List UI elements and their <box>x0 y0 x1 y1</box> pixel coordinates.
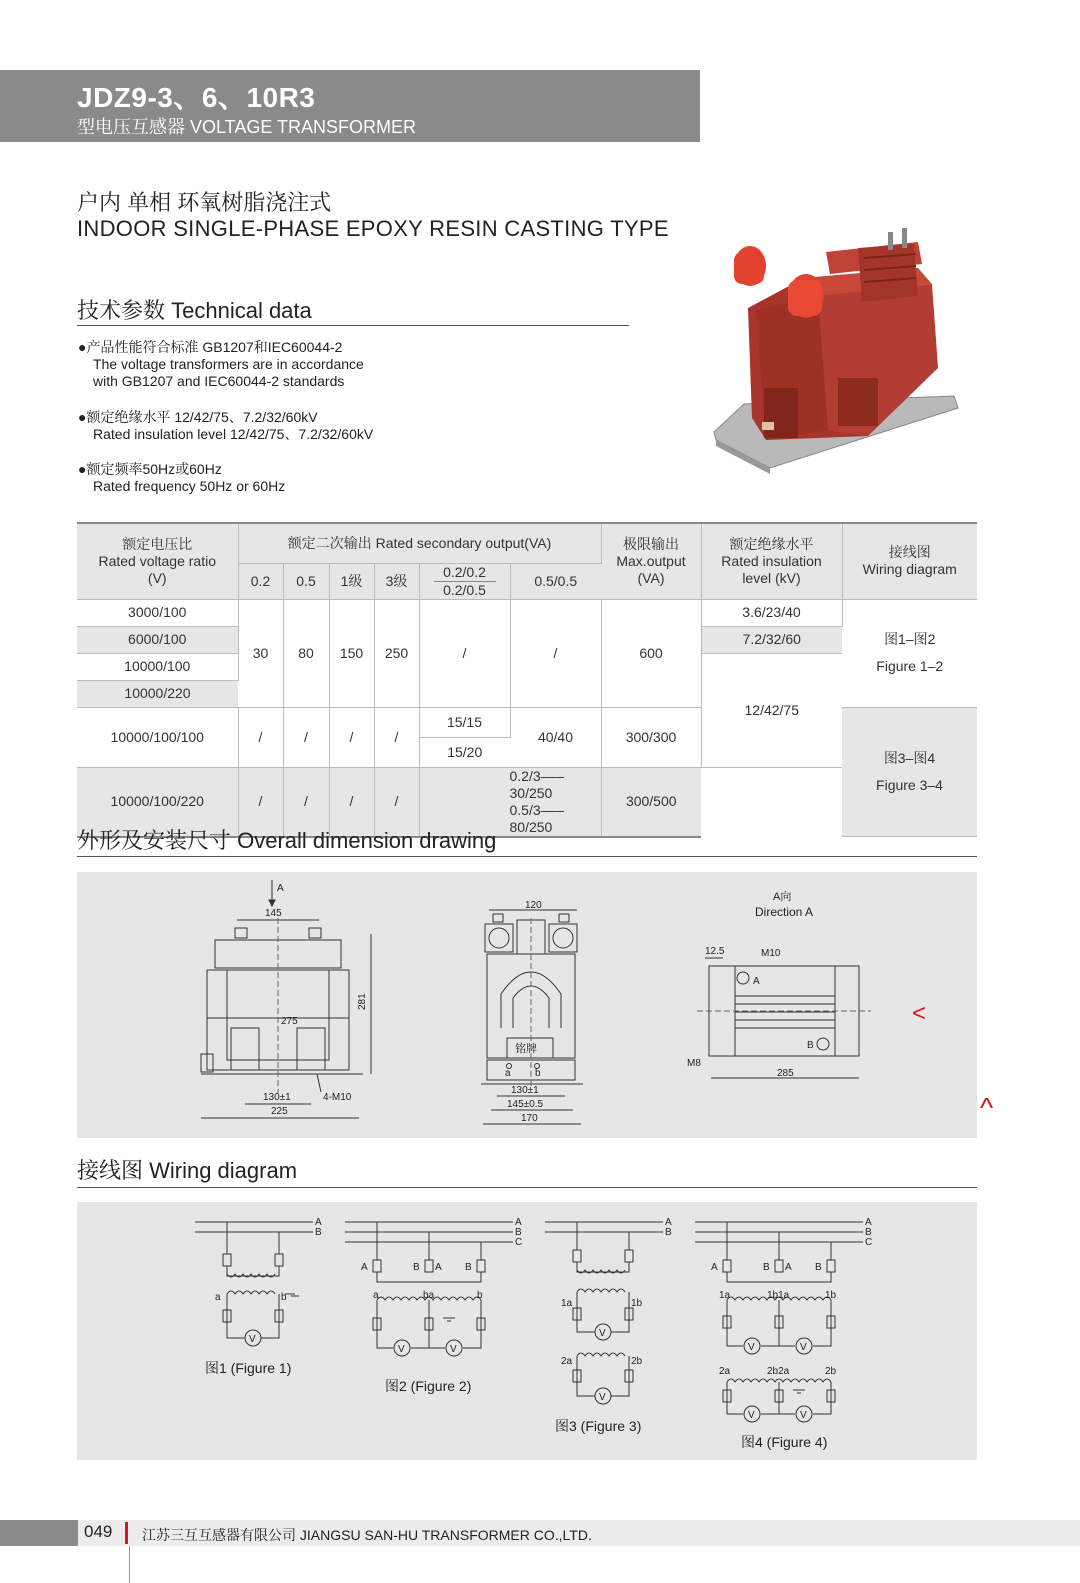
svg-text:A: A <box>711 1262 718 1273</box>
svg-text:B: B <box>515 1227 522 1238</box>
svg-text:A: A <box>753 976 760 987</box>
svg-text:ba: ba <box>423 1290 435 1301</box>
svg-text:A: A <box>315 1217 322 1228</box>
overall-dimension-rule <box>77 856 977 857</box>
bullet-frequency: ●额定频率50Hz或60Hz Rated frequency 50Hz or 60Hz <box>78 461 286 494</box>
svg-text:1a: 1a <box>561 1298 573 1309</box>
page-number: 049 <box>84 1522 113 1541</box>
technical-data-table: 额定电压比 Rated voltage ratio (V) 额定二次输出 Rated secondary output(VA) 极限输出 Max.output (VA) 额定绝缘水平 Rated insulation level (kV) 接线图 Wiring diagram 0.2 0.5 1级 3级 0.2/0.2 0.2/0.5 0.5/0.5 3000/100 30 80 150 250 / / 600 3.6/23/40 图1–图2 Figure 1–2 6000/100 7.2/32/60 10000/100 12/42/75 10000/220 10000/100/100 / / / / 15/15 40/40 300/300 图3–图4 Figure 3–4 15/20 10000/100/220 / / / / 0.2/3–––30/250 0.5/3–––80/250 300/500 <box>77 522 977 838</box>
header-insulation-level: 额定绝缘水平 Rated insulation level (kV) <box>701 523 842 599</box>
svg-text:b: b <box>535 1068 541 1079</box>
svg-text:C: C <box>865 1237 873 1248</box>
svg-text:145±0.5: 145±0.5 <box>507 1099 544 1110</box>
type-title-en: INDOOR SINGLE-PHASE EPOXY RESIN CASTING TYPE <box>77 216 669 241</box>
overall-dimension-title: 外形及安装尺寸 Overall dimension drawing <box>77 828 497 853</box>
svg-text:a: a <box>215 1292 221 1303</box>
svg-text:2b: 2b <box>631 1356 643 1367</box>
wiring-diagram-title: 接线图 Wiring diagram <box>77 1158 298 1183</box>
table-row: 10000/100/220 <box>77 767 238 837</box>
model-subtitle: 型电压互感器 VOLTAGE TRANSFORMER <box>77 117 417 137</box>
svg-text:1b: 1b <box>825 1290 837 1301</box>
svg-text:2b: 2b <box>825 1366 837 1377</box>
svg-text:V: V <box>748 1342 755 1353</box>
svg-text:2a: 2a <box>561 1356 573 1367</box>
svg-text:225: 225 <box>271 1106 288 1117</box>
wiring-diagram-rule <box>77 1187 977 1188</box>
svg-text:a: a <box>373 1290 379 1301</box>
wiring-figure-3 <box>545 1214 685 1414</box>
svg-text:b: b <box>477 1290 483 1301</box>
svg-text:1b1a: 1b1a <box>767 1290 790 1301</box>
svg-text:285: 285 <box>777 1068 794 1079</box>
table-row: 10000/100/100 <box>77 707 238 767</box>
svg-text:2a: 2a <box>719 1366 731 1377</box>
nav-left-arrow[interactable]: < <box>912 1000 927 1027</box>
svg-text:B: B <box>465 1262 472 1273</box>
company-name: 江苏三互互感器有限公司 JIANGSU SAN-HU TRANSFORMER CO.,LTD. <box>142 1527 592 1543</box>
svg-text:a: a <box>505 1068 511 1079</box>
svg-text:B: B <box>413 1262 420 1273</box>
svg-text:V: V <box>450 1344 457 1355</box>
svg-text:170: 170 <box>521 1113 538 1124</box>
footer-accent-block <box>0 1520 78 1546</box>
svg-text:B: B <box>315 1227 322 1238</box>
bullet-standard: ●产品性能符合标准 GB1207和IEC60044-2 The voltage transformers are in accordance with GB1207 and IEC60044-2 standards <box>78 339 364 389</box>
bullet-insulation: ●额定绝缘水平 12/42/75、7.2/32/60kV Rated insulation level 12/42/75、7.2/32/60kV <box>78 409 374 442</box>
svg-text:C: C <box>515 1237 523 1248</box>
footer-grey-line <box>129 1546 130 1583</box>
svg-text:M10: M10 <box>761 948 781 959</box>
dimension-panel <box>77 872 977 1138</box>
svg-text:A: A <box>435 1262 442 1273</box>
header-voltage-ratio: 额定电压比 Rated voltage ratio (V) <box>77 523 238 599</box>
svg-text:V: V <box>599 1392 606 1403</box>
wiring-figure-2 <box>345 1214 531 1374</box>
caption-figure-1: 图1 (Figure 1) <box>205 1360 292 1376</box>
table-row: 6000/100 <box>77 626 238 653</box>
svg-text:130±1: 130±1 <box>263 1092 291 1103</box>
wiring-figure-4 <box>695 1214 881 1430</box>
svg-text:A: A <box>515 1217 522 1228</box>
svg-text:A向: A向 <box>773 891 792 903</box>
svg-text:V: V <box>249 1334 256 1345</box>
svg-text:Direction A: Direction A <box>755 905 814 919</box>
svg-text:281: 281 <box>357 993 368 1010</box>
wiring-ref-3-4: 图3–图4 Figure 3–4 <box>842 707 977 837</box>
wiring-panel <box>77 1202 977 1460</box>
svg-text:1b: 1b <box>631 1298 643 1309</box>
svg-text:275: 275 <box>281 1016 298 1027</box>
svg-text:145: 145 <box>265 908 282 919</box>
type-title-cn: 户内 单相 环氧树脂浇注式 <box>77 190 332 215</box>
wiring-figure-1 <box>195 1214 335 1364</box>
technical-data-title: 技术参数 Technical data <box>77 298 312 323</box>
svg-text:B: B <box>865 1227 872 1238</box>
svg-text:A: A <box>277 883 284 894</box>
caption-figure-2: 图2 (Figure 2) <box>385 1378 472 1394</box>
table-row: 10000/100 <box>77 653 238 680</box>
svg-text:A: A <box>785 1262 792 1273</box>
svg-text:b: b <box>281 1292 287 1303</box>
model-title: JDZ9-3、6、10R3 <box>77 82 316 113</box>
header-dual-class: 0.2/0.2 0.2/0.5 <box>419 563 510 599</box>
top-view-drawing <box>677 886 877 1086</box>
header-max-output: 极限输出 Max.output (VA) <box>601 523 701 599</box>
svg-text:V: V <box>599 1328 606 1339</box>
svg-text:A: A <box>865 1217 872 1228</box>
svg-text:B: B <box>665 1227 672 1238</box>
caption-figure-4: 图4 (Figure 4) <box>741 1434 828 1450</box>
technical-data-rule <box>77 325 629 326</box>
svg-text:120: 120 <box>525 900 542 911</box>
svg-text:V: V <box>398 1344 405 1355</box>
svg-text:12.5: 12.5 <box>705 946 725 957</box>
svg-text:2b2a: 2b2a <box>767 1366 790 1377</box>
svg-text:M8: M8 <box>687 1058 701 1069</box>
svg-text:铭牌: 铭牌 <box>515 1043 537 1055</box>
svg-text:B: B <box>807 1040 814 1051</box>
table-row: 10000/220 <box>77 680 238 707</box>
side-view-drawing <box>477 898 597 1128</box>
table-row: 3000/100 <box>77 599 238 626</box>
svg-text:V: V <box>800 1410 807 1421</box>
nav-up-arrow[interactable]: ^ <box>980 1092 994 1123</box>
front-view-drawing <box>197 878 397 1128</box>
caption-figure-3: 图3 (Figure 3) <box>555 1418 642 1434</box>
product-photo <box>708 218 970 480</box>
header-secondary-output: 额定二次输出 Rated secondary output(VA) <box>238 523 601 563</box>
wiring-ref-1-2: 图1–图2 Figure 1–2 <box>842 599 977 707</box>
header-wiring-diagram: 接线图 Wiring diagram <box>842 523 977 599</box>
svg-text:A: A <box>361 1262 368 1273</box>
svg-text:4-M10: 4-M10 <box>323 1092 352 1103</box>
svg-text:B: B <box>815 1262 822 1273</box>
svg-text:V: V <box>748 1410 755 1421</box>
svg-text:B: B <box>763 1262 770 1273</box>
footer-red-divider <box>125 1522 128 1544</box>
svg-text:1a: 1a <box>719 1290 731 1301</box>
svg-text:V: V <box>800 1342 807 1353</box>
svg-text:A: A <box>665 1217 672 1228</box>
svg-text:130±1: 130±1 <box>511 1085 539 1096</box>
